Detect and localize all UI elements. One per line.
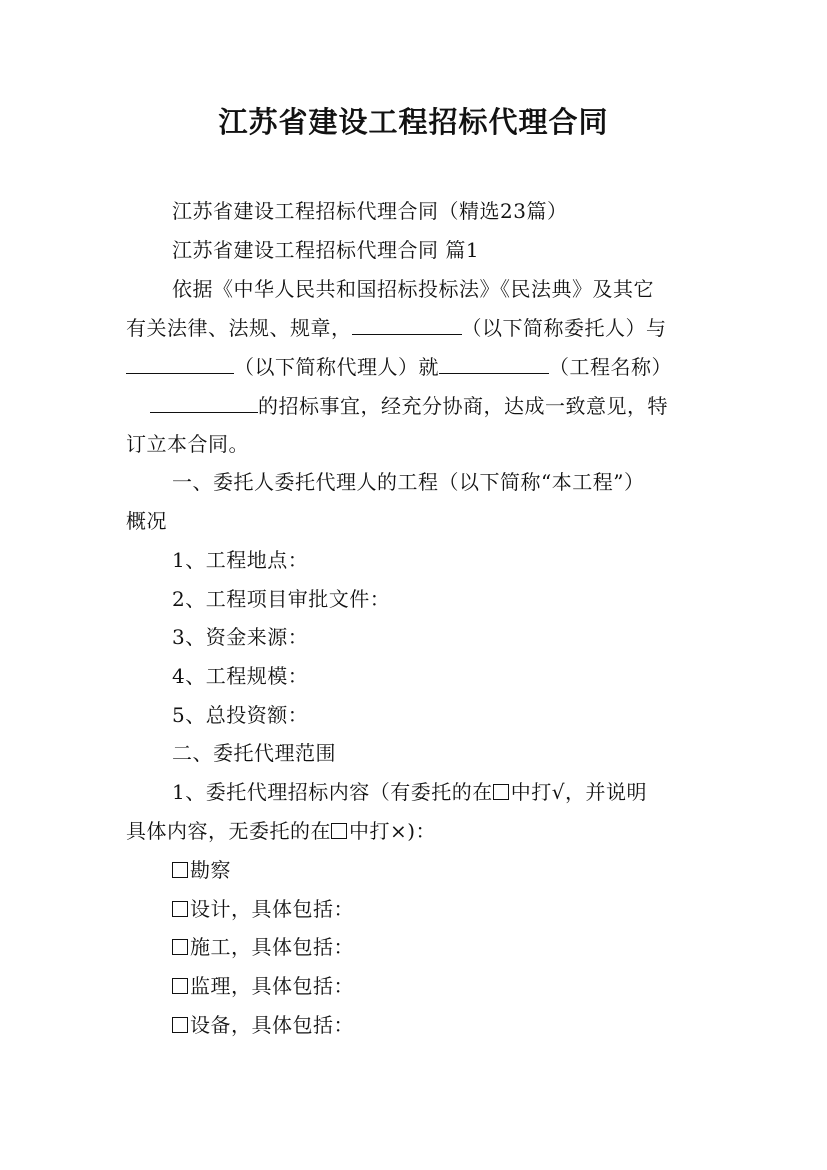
section2-text: 中打×)： — [349, 819, 437, 843]
checkbox-item-equipment — [172, 1010, 354, 1040]
checkbox-item-survey — [172, 855, 231, 885]
intro-paragraph-line-3 — [126, 351, 672, 382]
intro-text: （以下简称委托人）与 — [461, 316, 667, 340]
section2-item1-line2 — [126, 816, 436, 846]
checkbox-label: 设计，具体包括： — [190, 897, 354, 921]
intro-text: （以下简称代理人）就 — [234, 355, 439, 379]
section1-item: 5、总投资额： — [172, 703, 309, 727]
client-name-blank — [352, 312, 462, 335]
agent-name-blank — [126, 351, 234, 374]
document-title: 江苏省建设工程招标代理合同 — [218, 105, 609, 139]
project-name-blank — [439, 351, 549, 374]
section1-item: 2、工程项目审批文件： — [172, 587, 391, 611]
checkbox-icon — [172, 978, 188, 994]
intro-text: （工程名称） — [549, 355, 672, 379]
checkbox-item-design — [172, 894, 354, 924]
checkbox-icon — [172, 939, 188, 955]
document-subtitle: 江苏省建设工程招标代理合同（精选23篇） — [172, 199, 568, 223]
intro-paragraph-line-5: 订立本合同。 — [126, 432, 249, 456]
intro-text: 的招标事宜，经充分协商，达成一致意见，特 — [258, 394, 668, 418]
section2-heading: 二、委托代理范围 — [172, 741, 336, 765]
checkbox-label: 施工，具体包括： — [190, 935, 354, 959]
section1-item: 3、资金来源： — [172, 625, 309, 649]
checkbox-icon — [493, 784, 509, 800]
intro-paragraph-line-4 — [150, 390, 668, 421]
checkbox-icon — [172, 1017, 188, 1033]
section1-item: 4、工程规模： — [172, 664, 309, 688]
checkbox-icon — [172, 901, 188, 917]
checkbox-label: 设备，具体包括： — [190, 1013, 354, 1037]
checkbox-icon — [172, 862, 188, 878]
intro-paragraph-line-2 — [126, 312, 667, 343]
section-heading: 江苏省建设工程招标代理合同 篇1 — [172, 238, 480, 262]
section1-heading: 一、委托人委托代理人的工程（以下简称“本工程”） — [172, 470, 645, 494]
checkbox-label: 监理，具体包括： — [190, 974, 354, 998]
section2-text: 1、委托代理招标内容（有委托的在 — [172, 780, 493, 804]
intro-paragraph-line-1: 依据《中华人民共和国招标投标法》《民法典》及其它 — [172, 277, 654, 301]
checkbox-item-construction — [172, 932, 354, 962]
section2-text: 中打√，并说明 — [510, 780, 647, 804]
section1-heading-cont: 概况 — [126, 509, 167, 533]
checkbox-icon — [331, 823, 347, 839]
section1-item: 1、工程地点： — [172, 548, 309, 572]
bidding-matter-blank — [150, 390, 258, 413]
checkbox-label: 勘察 — [190, 858, 231, 882]
intro-text: 有关法律、法规、规章， — [126, 316, 352, 340]
checkbox-item-supervision — [172, 971, 354, 1001]
section2-item1-line1 — [172, 777, 647, 807]
section2-text: 具体内容，无委托的在 — [126, 819, 331, 843]
